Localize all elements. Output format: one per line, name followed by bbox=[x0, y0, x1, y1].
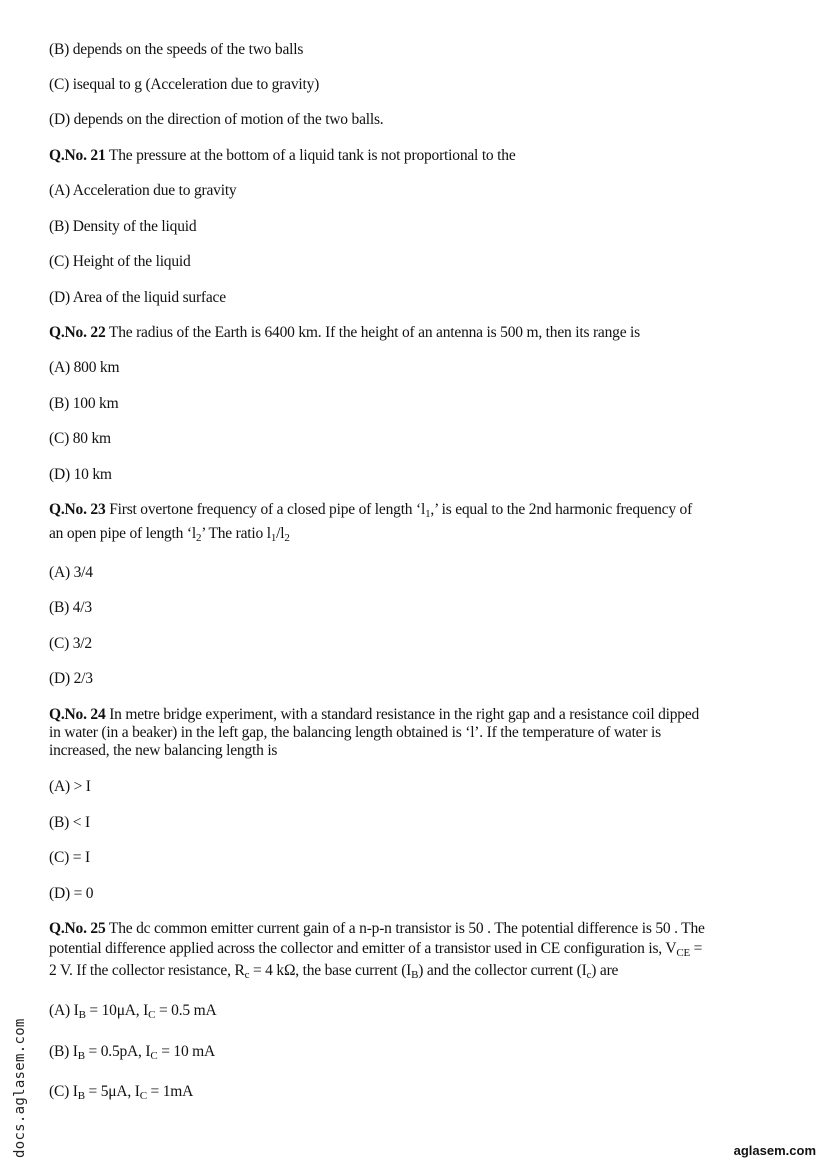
q23-option-b: (B) 4/3 bbox=[49, 599, 92, 616]
q24-number: Q.No. 24 bbox=[49, 706, 106, 723]
q25-question-line1 bbox=[49, 919, 784, 938]
q25-text-part: ) and the collector current (I bbox=[418, 962, 587, 979]
q25-option-subscript: C bbox=[150, 1050, 158, 1062]
q21-option-a: (A) Acceleration due to gravity bbox=[49, 182, 237, 199]
q25-option-subscript: C bbox=[148, 1009, 156, 1021]
q25-text-part: 2 V. If the collector resistance, R bbox=[49, 962, 245, 979]
q23-number: Q.No. 23 bbox=[49, 501, 106, 518]
q25-option-part: = 10 mA bbox=[157, 1043, 216, 1060]
q22-option-c: (C) 80 km bbox=[49, 430, 111, 447]
q24-option-c: (C) = I bbox=[49, 849, 90, 866]
q24-option-b: (B) < I bbox=[49, 814, 90, 831]
q25-option-part: = 0.5pA, I bbox=[84, 1043, 151, 1060]
q22-question bbox=[49, 323, 784, 342]
q25-option-subscript: B bbox=[78, 1009, 86, 1021]
q25-option-part: = 0.5 mA bbox=[155, 1002, 217, 1019]
q25-question-line2 bbox=[49, 939, 784, 958]
q23-question-line2 bbox=[49, 524, 784, 543]
q23-subscript: 1 bbox=[270, 532, 277, 544]
q23-option-d: (D) 2/3 bbox=[49, 670, 93, 687]
q23-question-line1 bbox=[49, 500, 784, 519]
q21-text: The pressure at the bottom of a liquid tank is not proportional to the bbox=[105, 147, 516, 164]
q22-text: The radius of the Earth is 6400 km. If the height of an antenna is 500 m, then its range is bbox=[105, 324, 640, 341]
q25-subscript: CE bbox=[676, 947, 690, 959]
q25-option-subscript: B bbox=[77, 1090, 85, 1102]
q25-text-part: ) are bbox=[591, 962, 619, 979]
q25-text-part: = bbox=[690, 940, 703, 957]
q24-option-a: (A) > I bbox=[49, 778, 91, 795]
q22-option-d: (D) 10 km bbox=[49, 466, 112, 483]
q24-question-line3: increased, the new balancing length is bbox=[49, 742, 278, 759]
q25-option-a bbox=[49, 1001, 784, 1020]
q23-subscript: 1 bbox=[425, 508, 431, 520]
brand-footer[interactable]: aglasem.com bbox=[733, 1143, 816, 1158]
q25-text-part: = 4 kΩ, the base current (I bbox=[249, 962, 412, 979]
q23-text-part: /l bbox=[276, 525, 285, 542]
q20-option-b: (B) depends on the speeds of the two balls bbox=[49, 41, 304, 58]
q25-number: Q.No. 25 bbox=[49, 920, 106, 937]
q25-option-part: = 5μA, I bbox=[84, 1083, 140, 1100]
q24-option-d: (D) = 0 bbox=[49, 885, 94, 902]
q25-text-part: potential difference applied across the collector and emitter of a transistor used in CE configuration is, V bbox=[49, 940, 677, 957]
q24-text-line1: In metre bridge experiment, with a standard resistance in the right gap and a resistance coil dipped bbox=[105, 706, 700, 723]
q20-option-c: (C) isequal to g (Acceleration due to gravity) bbox=[49, 76, 320, 93]
q23-subscript: 2 bbox=[284, 532, 290, 544]
q22-option-a: (A) 800 km bbox=[49, 359, 120, 376]
q25-option-part: = 1mA bbox=[146, 1083, 194, 1100]
q25-subscript: c bbox=[244, 969, 250, 981]
q25-option-subscript: B bbox=[77, 1050, 85, 1062]
q25-text-line1: The dc common emitter current gain of a n-p-n transistor is 50 . The potential difference is 50 . The bbox=[105, 920, 705, 937]
q25-question-line3 bbox=[49, 961, 784, 980]
q25-option-part: = 10μA, I bbox=[85, 1002, 149, 1019]
q23-option-c: (C) 3/2 bbox=[49, 635, 92, 652]
q21-option-d: (D) Area of the liquid surface bbox=[49, 289, 226, 306]
q23-text-part: ,’ is equal to the 2nd harmonic frequency of bbox=[430, 501, 693, 518]
q23-option-a: (A) 3/4 bbox=[49, 564, 93, 581]
q21-option-b: (B) Density of the liquid bbox=[49, 218, 197, 235]
q22-number: Q.No. 22 bbox=[49, 324, 106, 341]
q21-question bbox=[49, 146, 784, 165]
q25-option-part: (C) I bbox=[49, 1083, 78, 1100]
q23-text-part: ’ The ratio l bbox=[201, 525, 271, 542]
q24-question-line1 bbox=[49, 705, 784, 724]
q25-option-subscript: C bbox=[139, 1090, 147, 1102]
q21-number: Q.No. 21 bbox=[49, 147, 106, 164]
q25-option-c bbox=[49, 1082, 784, 1101]
side-watermark: docs.aglasem.com bbox=[12, 1018, 28, 1158]
q25-option-part: (A) I bbox=[49, 1002, 79, 1019]
q25-subscript: B bbox=[411, 969, 419, 981]
q21-option-c: (C) Height of the liquid bbox=[49, 253, 191, 270]
q22-option-b: (B) 100 km bbox=[49, 395, 119, 412]
q24-question-line2: in water (in a beaker) in the left gap, the balancing length obtained is ‘l’. If the temperature of water is bbox=[49, 724, 661, 741]
q20-option-d: (D) depends on the direction of motion of the two balls. bbox=[49, 111, 384, 128]
q23-text-part: First overtone frequency of a closed pipe of length ‘l bbox=[105, 501, 426, 518]
q23-text-part: an open pipe of length ‘l bbox=[49, 525, 196, 542]
q25-option-part: (B) I bbox=[49, 1043, 78, 1060]
q23-subscript: 2 bbox=[195, 532, 202, 544]
q25-option-b bbox=[49, 1042, 784, 1061]
q25-subscript: c bbox=[586, 969, 592, 981]
